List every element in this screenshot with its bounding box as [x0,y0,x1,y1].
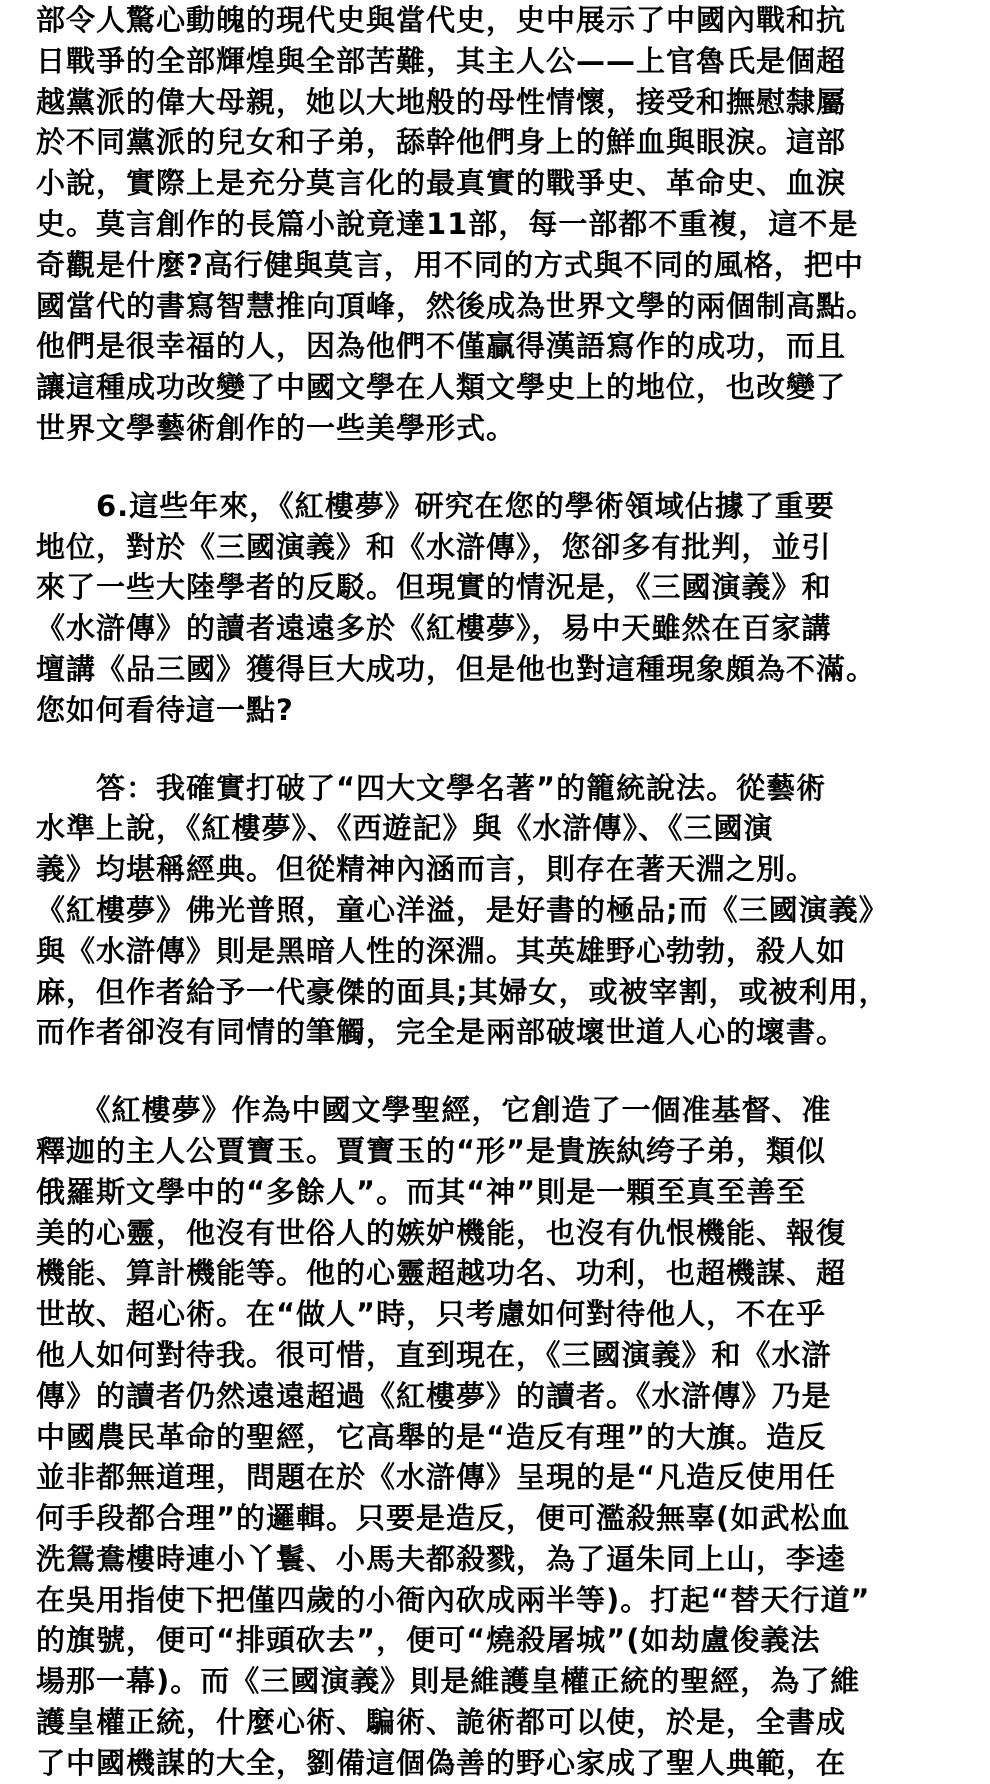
text-line: 部令人驚心動魄的現代史與當代史，史中展示了中國內戰和抗 [36,3,847,37]
text-line: 洗鴛鴦樓時連小丫鬟、小馬夫都殺戮，為了逼朱同上山，李逵 [36,1541,847,1576]
paragraph-spacer [36,449,966,486]
text-line: 釋迦的主人公賈寶玉。賈寶玉的“形”是貴族紈绔子弟，類似 [36,1133,827,1168]
paragraph-spacer [36,1053,966,1090]
text-line: 而作者卻沒有同情的筆觸，完全是兩部破壞世道人心的壞書。 [36,1015,847,1050]
text-line: 您如何看待這一點? [36,692,294,727]
text-line: 讓這種成功改變了中國文學在人類文學史上的地位，也改變了 [36,370,847,405]
paragraph-4 [36,1090,966,1784]
text-line: 的旗號，便可“排頭砍去”，便可“燒殺屠城”(如劫盧俊義法 [36,1623,821,1658]
text-line: 奇觀是什麼?高行健與莫言，用不同的方式與不同的風格，把中 [36,247,864,282]
text-line: 答：我確實打破了“四大文學名著”的籠統說法。從藝術 [36,770,827,805]
paragraph-2-question [36,486,966,731]
paragraph-3-answer [36,768,966,1054]
text-line: 何手段都合理”的邏輯。只要是造反，便可濫殺無辜(如武松血 [36,1501,851,1536]
text-line: 義》均堪稱經典。但從精神內涵而言，則存在著天淵之別。 [36,852,817,887]
text-line: 場那一幕)。而《三國演義》則是維護皇權正統的聖經，為了維 [36,1664,861,1699]
text-line: 世故、超心術。在“做人”時，只考慮如何對待他人，不在乎 [36,1297,827,1332]
paragraph-1 [36,0,966,449]
text-line: 美的心靈，他沒有世俗人的嫉妒機能，也沒有仇恨機能、報復 [36,1215,847,1250]
text-line: 越黨派的偉大母親，她以大地般的母性情懷，接受和撫慰隸屬 [36,84,847,119]
text-line: 6.這些年來，《紅樓夢》研究在您的學術領域佔據了重要 [36,488,835,523]
text-line: 世界文學藝術創作的一些美學形式。 [36,410,517,445]
text-line: 他人如何對待我。很可惜，直到現在，《三國演義》和《水滸 [36,1337,832,1372]
text-line: 史。莫言創作的長篇小說竟達11部，每一部都不重複，這不是 [36,206,859,241]
text-line: 傳》的讀者仍然遠遠超過《紅樓夢》的讀者。《水滸傳》乃是 [36,1378,832,1413]
text-line: 於不同黨派的兒女和子弟，舔幹他們身上的鮮血與眼淚。這部 [36,125,847,160]
text-line: 與《水滸傳》則是黑暗人性的深淵。其英雄野心勃勃，殺人如 [36,933,847,968]
text-line: 日戰爭的全部輝煌與全部苦難，其主人公——上官魯氏是個超 [36,43,847,78]
text-line: 《紅樓夢》作為中國文學聖經，它創造了一個准基督、准 [36,1093,832,1128]
text-line: 水準上說，《紅樓夢》、《西遊記》與《水滸傳》、《三國演 [36,811,774,846]
text-line: 麻，但作者給予一代豪傑的面具;其婦女，或被宰割，或被利用， [36,974,889,1009]
text-line: 機能、算計機能等。他的心靈超越功名、功利，也超機謀、超 [36,1256,847,1291]
text-line: 護皇權正統，什麼心術、騙術、詭術都可以使，於是，全書成 [36,1705,847,1740]
text-line: 壇講《品三國》獲得巨大成功，但是他也對這種現象頗為不滿。 [36,651,877,686]
text-line: 《水滸傳》的讀者遠遠多於《紅樓夢》，易中天雖然在百家講 [36,611,832,646]
text-line: 中國農民革命的聖經，它高舉的是“造反有理”的大旗。造反 [36,1419,827,1454]
text-line: 了中國機謀的大全，劉備這個偽善的野心家成了聖人典範，在 [36,1745,847,1780]
text-line: 來了一些大陸學者的反駁。但現實的情況是，《三國演義》和 [36,570,832,605]
text-line: 國當代的書寫智慧推向頂峰，然後成為世界文學的兩個制高點。 [36,288,877,323]
text-line: 地位，對於《三國演義》和《水滸傳》，您卻多有批判，並引 [36,529,832,564]
text-line: 小說，實際上是充分莫言化的最真實的戰爭史、革命史、血淚 [36,166,847,201]
text-line: 他們是很幸福的人，因為他們不僅贏得漢語寫作的成功，而且 [36,329,847,364]
text-line: 並非都無道理，問題在於《水滸傳》呈現的是“凡造反使用任 [36,1460,837,1495]
text-line: 《紅樓夢》佛光普照，童心洋溢，是好書的極品;而《三國演義》 [36,892,889,927]
text-line: 在吳用指使下把僅四歲的小衙內砍成兩半等)。打起“替天行道” [36,1582,871,1617]
text-line: 俄羅斯文學中的“多餘人”。而其“神”則是一顆至真至善至 [36,1174,807,1209]
paragraph-spacer [36,731,966,768]
